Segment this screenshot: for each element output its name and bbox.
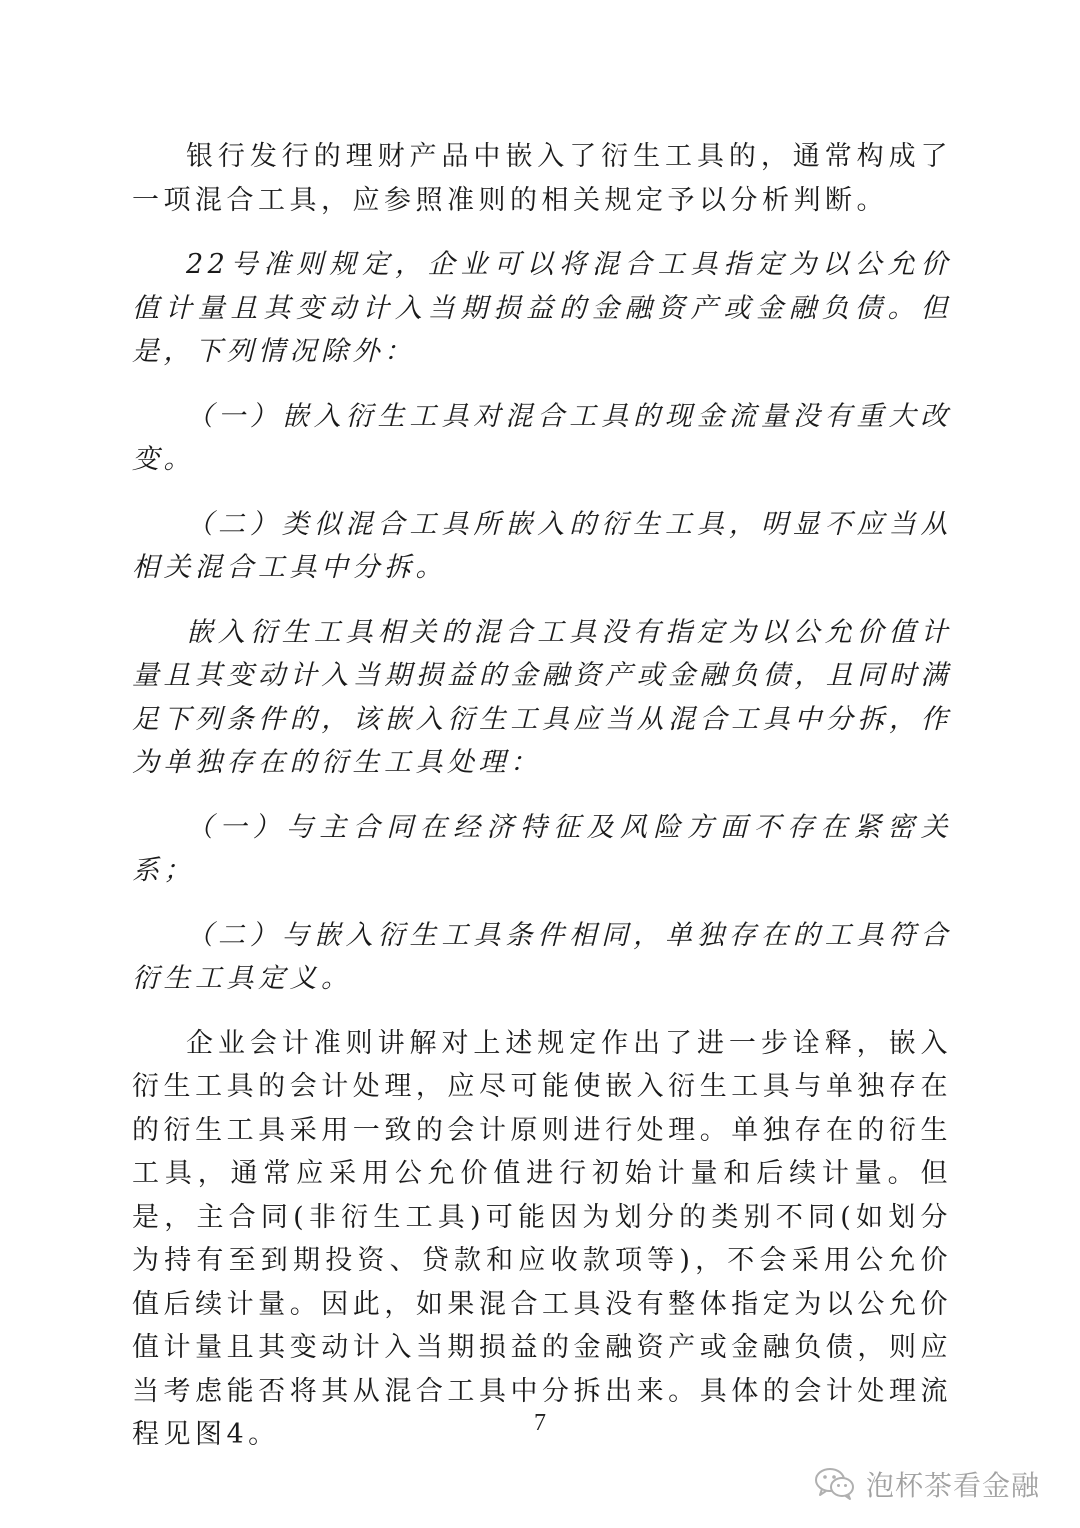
page-number: 7 [534,1410,546,1436]
paragraph-1: 银行发行的理财产品中嵌入了衍生工具的，通常构成了一项混合工具，应参照准则的相关规定予以分析判断。 [132,141,952,216]
paragraph-3: （一）嵌入衍生工具对混合工具的现金流量没有重大改变。 [132,400,952,475]
watermark [814,1464,1040,1504]
watermark-text: 泡杯茶看金融 [865,1469,1040,1502]
paragraph-8: 企业会计准则讲解对上述规定作出了进一步诠释，嵌入衍生工具的会计处理，应尽可能使嵌入衍生工具与单独存在的衍生工具采用一致的会计原则进行处理。单独存在的衍生工具，通常应采用公允价值进行初始计量和后续计量。但是，主合同(非衍生工具)可能因为划分的类别不同(如划分为持有至到期投资、贷款和应收款项等)，不会采用公允价值后续计量。因此，如果混合工具没有整体指定为以公允价值计量且其变动计入当期损益的金融资产或金融负债，则应当考虑能否将其从混合工具中分拆出来。具体的会计处理流程见图4。 [132,1027,952,1450]
paragraph-7: （二）与嵌入衍生工具条件相同，单独存在的工具符合衍生工具定义。 [132,919,952,994]
paragraph-2: 22号准则规定，企业可以将混合工具指定为以公允价值计量且其变动计入当期损益的金融资产或金融负债。但是，下列情况除外： [132,249,952,367]
wechat-icon [814,1466,856,1502]
paragraph-6: （一）与主合同在经济特征及风险方面不存在紧密关系； [132,811,952,886]
paragraph-4: （二）类似混合工具所嵌入的衍生工具，明显不应当从相关混合工具中分拆。 [132,508,952,583]
paragraph-5: 嵌入衍生工具相关的混合工具没有指定为以公允价值计量且其变动计入当期损益的金融资产或金融负债，且同时满足下列条件的，该嵌入衍生工具应当从混合工具中分拆，作为单独存在的衍生工具处理： [132,616,952,778]
document-body [132,135,952,1457]
